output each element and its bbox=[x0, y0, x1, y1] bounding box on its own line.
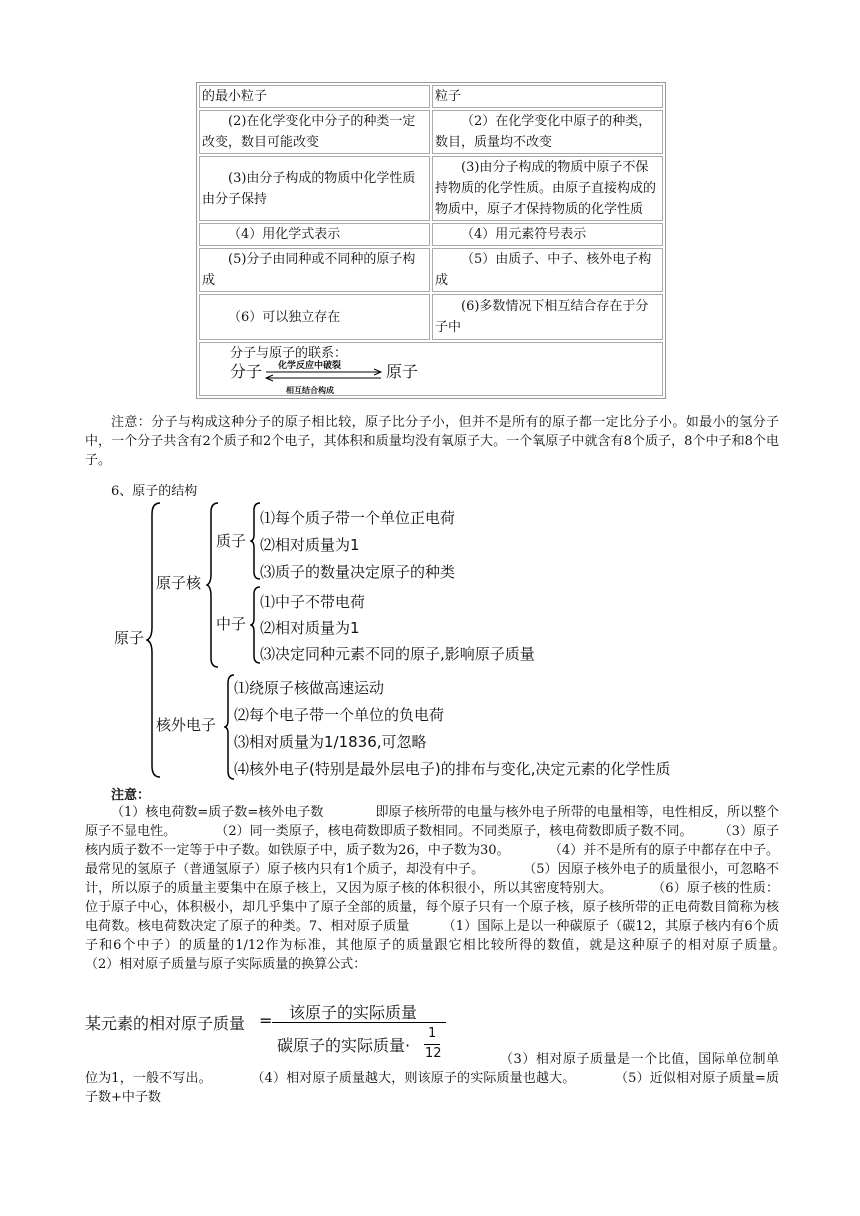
note-title: 注意： bbox=[111, 788, 151, 803]
molecule-atom-link-cell bbox=[199, 342, 663, 396]
table-cell: （4）用元素符号表示 bbox=[432, 223, 663, 246]
tree-electron-label: 核外电子 bbox=[156, 716, 217, 734]
list-item: ⑵相对质量为1 bbox=[260, 536, 360, 554]
list-item: ⑴中子不带电荷 bbox=[260, 593, 366, 611]
list-item: ⑴每个质子带一个单位正电荷 bbox=[260, 509, 456, 527]
table-cell: (5)分子由同种或不同种的原子构成 bbox=[199, 248, 430, 292]
link-molecule-label: 分子 bbox=[230, 362, 263, 381]
list-item: ⑷核外电子(特别是最外层电子)的排布与变化,决定元素的化学性质 bbox=[234, 760, 671, 778]
list-item: ⑵每个电子带一个单位的负电荷 bbox=[234, 706, 445, 724]
table-cell: (3)由分子构成的物质中原子不保持物质的化学性质。由原子直接构成的物质中，原子才保持物质的化学性质 bbox=[432, 156, 663, 221]
list-item: ⑵相对质量为1 bbox=[260, 619, 360, 637]
neutron-list bbox=[260, 589, 535, 667]
table-row bbox=[199, 294, 663, 340]
table-cell: （4）用化学式表示 bbox=[199, 223, 430, 246]
tree-root-label: 原子 bbox=[114, 629, 145, 647]
proton-list bbox=[260, 505, 455, 586]
list-item: ⑶决定同种元素不同的原子,影响原子质量 bbox=[260, 645, 535, 663]
note-paragraph: （3）相对原子质量是一个比值，国际单位制单位为1，一般不写出。 （4）相对原子质量越大，则该原子的实际质量也越大。 （5）近似相对原子质量=质子数+中子数 bbox=[85, 1052, 779, 1105]
table-cell: （6）可以独立存在 bbox=[199, 294, 430, 340]
section-heading: 6、原子的结构 bbox=[111, 484, 198, 499]
table-row bbox=[199, 156, 663, 221]
tree-proton-label: 质子 bbox=[216, 532, 247, 550]
tree-nucleus-label: 原子核 bbox=[156, 574, 202, 592]
formula-frac-den: 12 bbox=[425, 1046, 442, 1061]
table-cell: （5）由质子、中子、核外电子构成 bbox=[432, 248, 663, 292]
note-paragraph: 注意：分子与构成这种分子的原子相比较，原子比分子小，但并不是所有的原子都一定比分子小。如最小的氢分子中，一个分子共含有2个质子和2个电子，其体积和质量均没有氧原子大。一个氧原子中就含有8个质子，8个中子和8个电子。 bbox=[85, 415, 779, 468]
formula-denominator: 碳原子的实际质量· bbox=[277, 1036, 411, 1055]
note-paragraph: （1）核电荷数=质子数=核外电子数 即原子核所带的电量与核外电子所带的电量相等，电性相反，所以整个原子不显电性。 （2）同一类原子，核电荷数即质子数相同。不同类原子，核电荷数即质子数不同。 （3）原子核内质子数不一定等于中子数。如铁原子中，质子数为26，中子数为30。 （4）并不是所有的原子中都存在中子。最常见的氢原子（普通氢原子）原子核内只有1个质子，却没有中子。 （5）因原子核外电子的质量很小，可忽略不计，所以原子的质量主要集中在原子核上，又因为原子核的体积很小，所以其密度特别大。 （6）原子核的性质：位于原子中心，体积极小，却几乎集中了原子全部的质量，每个原子只有一个原子核，原子核所带的正电荷数目简称为核电荷数。核电荷数决定了原子的种类。7、相对原子质量 （1）国际上是以一种碳原子（碳12，其原子核内有6个质子和6个中子）的质量的1/12作为标准，其他原子的质量跟它相比较所得的数值，就是这种原子的相对原子质量。 （2）相对原子质量与原子实际质量的换算公式： bbox=[85, 805, 832, 972]
table-row bbox=[199, 110, 663, 154]
table-row bbox=[199, 85, 663, 108]
table-row bbox=[199, 342, 663, 396]
table-cell: 的最小粒子 bbox=[199, 85, 430, 108]
table-cell: (6)多数情况下相互结合存在于分子中 bbox=[432, 294, 663, 340]
formula-numerator: 该原子的实际质量 bbox=[289, 1003, 418, 1022]
link-atom-label: 原子 bbox=[386, 362, 419, 381]
table-cell: (2)在化学变化中分子的种类一定改变，数目可能改变 bbox=[199, 110, 430, 154]
tree-neutron-label: 中子 bbox=[216, 615, 247, 633]
table-row bbox=[199, 223, 663, 246]
list-item: ⑴绕原子核做高速运动 bbox=[234, 679, 385, 697]
formula-equals: = bbox=[259, 1011, 273, 1030]
table-cell: 粒子 bbox=[432, 85, 663, 108]
list-item: ⑶质子的数量决定原子的种类 bbox=[260, 563, 456, 581]
arrow-top-label: 化学反应中破裂 bbox=[278, 361, 342, 371]
root-brace bbox=[146, 502, 162, 778]
table-row bbox=[199, 248, 663, 292]
table-cell: （2）在化学变化中原子的种类，数目，质量均不改变 bbox=[432, 110, 663, 154]
table-cell: (3)由分子构成的物质中化学性质由分子保持 bbox=[199, 156, 430, 221]
link-arrows bbox=[264, 358, 384, 395]
list-item: ⑶相对质量为1/1836,可忽略 bbox=[234, 733, 427, 751]
arrow-bottom-label: 相互结合构成 bbox=[286, 386, 334, 395]
formula-lhs: 某元素的相对原子质量 bbox=[85, 1014, 246, 1033]
small-fraction-bar bbox=[424, 1044, 440, 1045]
link-title: 分子与原子的联系： bbox=[230, 346, 348, 361]
nucleus-brace bbox=[206, 502, 220, 668]
comparison-table bbox=[196, 82, 666, 399]
electron-list bbox=[234, 675, 670, 783]
fraction-bar bbox=[272, 1022, 446, 1023]
formula-frac-num: 1 bbox=[428, 1026, 437, 1041]
